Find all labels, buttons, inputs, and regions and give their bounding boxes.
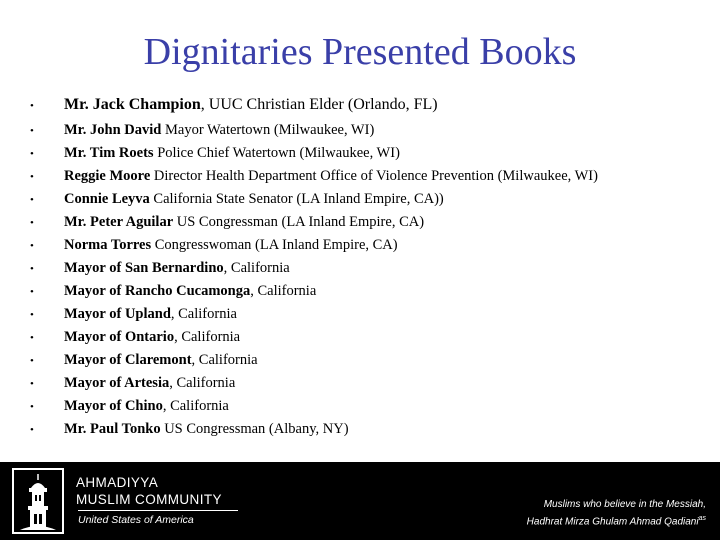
bullet: • (30, 100, 34, 112)
item-desc: Congresswoman (LA Inland Empire, CA) (151, 237, 398, 253)
bullet: • (30, 263, 34, 275)
tagline-line-2 (446, 512, 706, 529)
list-item (30, 375, 235, 392)
item-name: Connie Leyva (64, 191, 150, 207)
organization-subtitle: United States of America (78, 514, 194, 526)
bullet: • (30, 194, 34, 206)
list-item (30, 168, 598, 185)
divider (78, 510, 238, 511)
bullet: • (30, 217, 34, 229)
item-desc: US Congressman (Albany, NY) (160, 421, 349, 437)
minaret-logo-icon (10, 466, 66, 536)
tagline-line-1: Muslims who believe in the Messiah, (543, 499, 706, 510)
bullet: • (30, 171, 34, 183)
list-item (30, 191, 444, 208)
footer-banner (0, 462, 720, 540)
list-item (30, 329, 240, 346)
item-desc: , California (250, 283, 317, 299)
item-desc: Police Chief Watertown (Milwaukee, WI) (153, 145, 400, 161)
bullet: • (30, 240, 34, 252)
item-name: Mayor of San Bernardino (64, 260, 224, 276)
tagline-superscript: as (698, 515, 706, 522)
bullet: • (30, 401, 34, 413)
tagline (446, 498, 706, 529)
list-item (30, 237, 398, 254)
list-item (30, 352, 258, 369)
item-name: Mr. Paul Tonko (64, 421, 161, 437)
item-name: Mr. Jack Champion (64, 96, 201, 113)
item-desc: , California (162, 398, 229, 414)
bullet: • (30, 355, 34, 367)
item-desc: US Congressman (LA Inland Empire, CA) (173, 214, 425, 230)
item-name: Mayor of Ontario (64, 329, 175, 345)
item-name: Mayor of Rancho Cucamonga (64, 283, 251, 299)
bullet: • (30, 309, 34, 321)
list-item (30, 145, 400, 162)
item-name: Mr. John David (64, 122, 162, 138)
list-item (30, 398, 229, 415)
list-item (30, 306, 237, 323)
list-item (30, 260, 290, 277)
list-item (30, 421, 349, 438)
organization-name (76, 474, 222, 508)
bullet: • (30, 148, 34, 160)
item-desc: Director Health Department Office of Violence Prevention (Milwaukee, WI) (150, 168, 598, 184)
item-desc: , California (170, 306, 237, 322)
bullet: • (30, 332, 34, 344)
item-name: Mayor of Upland (64, 306, 171, 322)
bullet: • (30, 286, 34, 298)
org-line-2: MUSLIM COMMUNITY (76, 492, 222, 507)
item-desc: , UUC Christian Elder (Orlando, FL) (200, 96, 438, 113)
tagline-line-2-text: Hadhrat Mirza Ghulam Ahmad Qadiani (526, 516, 699, 528)
list-item (30, 214, 424, 231)
list-item (30, 283, 316, 300)
item-name: Mayor of Claremont (64, 352, 192, 368)
item-desc: , California (169, 375, 236, 391)
item-name: Mayor of Artesia (64, 375, 170, 391)
item-name: Mayor of Chino (64, 398, 163, 414)
page-title: Dignitaries Presented Books (143, 31, 577, 73)
list-item (30, 96, 438, 114)
item-desc: , California (174, 329, 241, 345)
item-name: Reggie Moore (64, 168, 151, 184)
item-name: Mr. Peter Aguilar (64, 214, 174, 230)
bullet: • (30, 424, 34, 436)
item-desc: California State Senator (LA Inland Empire, CA)) (149, 191, 444, 207)
list-item (30, 122, 374, 139)
item-desc: , California (191, 352, 258, 368)
item-desc: Mayor Watertown (Milwaukee, WI) (161, 122, 375, 138)
item-name: Norma Torres (64, 237, 152, 253)
item-desc: , California (223, 260, 290, 276)
bullet: • (30, 378, 34, 390)
bullet: • (30, 125, 34, 137)
org-line-1: AHMADIYYA (76, 475, 159, 490)
item-name: Mr. Tim Roets (64, 145, 154, 161)
